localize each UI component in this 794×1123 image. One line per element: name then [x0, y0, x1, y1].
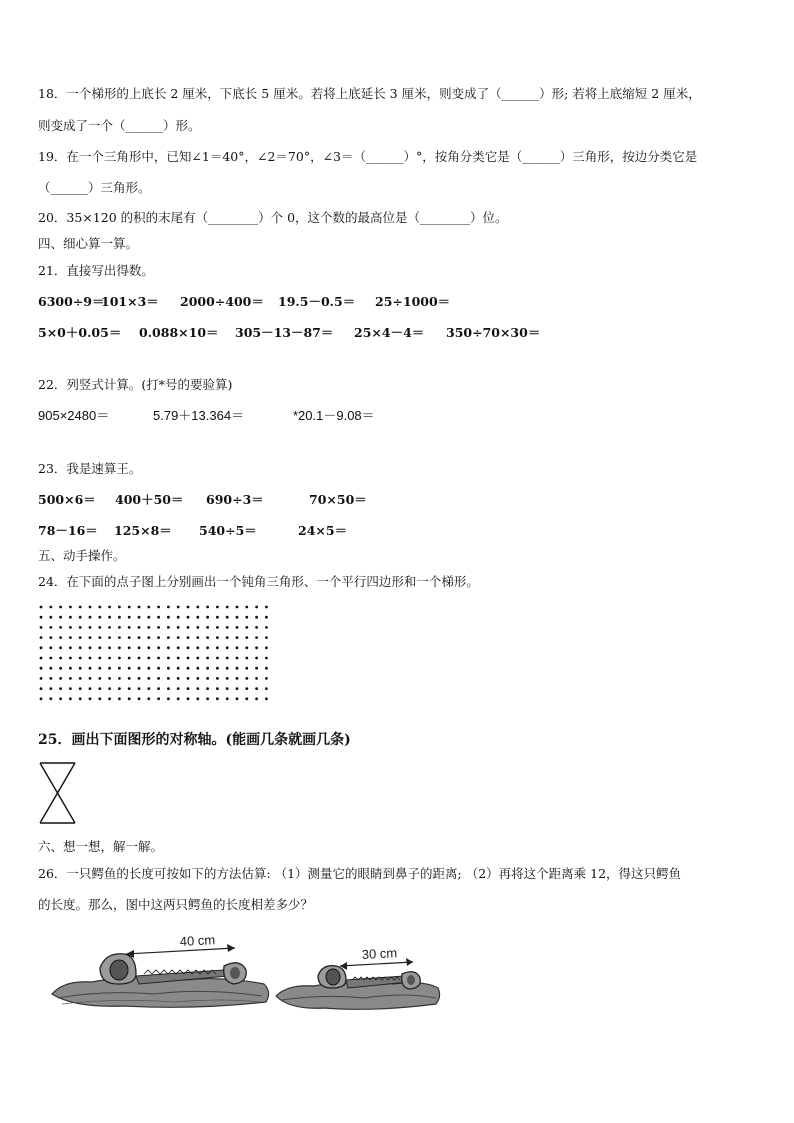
- grid-dot: [226, 616, 229, 619]
- grid-dot: [98, 677, 101, 680]
- grid-dot: [157, 667, 160, 670]
- grid-dot: [167, 657, 170, 660]
- grid-dot: [59, 657, 62, 660]
- q21-item: 25×4－4＝: [354, 325, 425, 340]
- grid-dot: [196, 626, 199, 629]
- q21-row1: [38, 292, 450, 310]
- grid-dot: [40, 667, 43, 670]
- grid-dot: [40, 646, 43, 649]
- grid-dot: [236, 606, 239, 609]
- grid-dot: [187, 677, 190, 680]
- grid-dot: [59, 677, 62, 680]
- grid-dot: [79, 606, 82, 609]
- grid-dot: [59, 687, 62, 690]
- grid-dot: [167, 636, 170, 639]
- grid-dot: [89, 657, 92, 660]
- section6-title: 六、想一想，解一解。: [38, 839, 164, 854]
- grid-dot: [118, 636, 121, 639]
- grid-dot: [118, 697, 121, 700]
- q20-text: 20．35×120 的积的末尾有（________）个 0，这个数的最高位是（________）位。: [38, 210, 508, 225]
- grid-dot: [157, 606, 160, 609]
- grid-dot: [108, 687, 111, 690]
- grid-dot: [108, 697, 111, 700]
- grid-dot: [196, 646, 199, 649]
- grid-dot: [226, 626, 229, 629]
- grid-dot: [79, 697, 82, 700]
- grid-dot: [108, 677, 111, 680]
- grid-dot: [226, 636, 229, 639]
- grid-dot: [265, 636, 268, 639]
- q21-item: 25÷1000＝: [375, 294, 451, 309]
- q23-item: 70×50＝: [309, 492, 367, 507]
- q18-line1: 18．一个梯形的上底长 2 厘米，下底长 5 厘米。若将上底延长 3 厘米，则变成了（______）形; 若将上底缩短 2 厘米，: [38, 86, 701, 101]
- grid-dot: [79, 646, 82, 649]
- grid-dot: [79, 657, 82, 660]
- grid-dot: [108, 657, 111, 660]
- grid-dot: [98, 697, 101, 700]
- grid-dot: [206, 657, 209, 660]
- q21-item: 305－13－87＝: [235, 325, 334, 340]
- grid-dot: [40, 657, 43, 660]
- grid-dot: [128, 657, 131, 660]
- grid-dot: [89, 697, 92, 700]
- grid-dot: [108, 646, 111, 649]
- q19-line1: 19．在一个三角形中，已知∠1＝40°，∠2＝70°，∠3＝（______）°，按角分类它是（______）三角形，按边分类它是: [38, 149, 698, 164]
- grid-dot: [226, 606, 229, 609]
- grid-dot: [245, 606, 248, 609]
- grid-dot: [187, 657, 190, 660]
- q21-row2: [38, 323, 540, 341]
- grid-dot: [226, 646, 229, 649]
- grid-dot: [206, 697, 209, 700]
- grid-dot: [40, 636, 43, 639]
- grid-dot: [69, 636, 72, 639]
- crocodile-small: [276, 958, 440, 1009]
- grid-dot: [157, 616, 160, 619]
- grid-dot: [40, 677, 43, 680]
- grid-dot: [118, 616, 121, 619]
- q26-line2: 的长度。那么，图中这两只鳄鱼的长度相差多少？: [38, 897, 314, 912]
- grid-dot: [157, 677, 160, 680]
- grid-dot: [49, 697, 52, 700]
- grid-dot: [59, 616, 62, 619]
- grid-dot: [206, 677, 209, 680]
- grid-dot: [69, 687, 72, 690]
- grid-dot: [138, 667, 141, 670]
- q22-row: [38, 405, 375, 424]
- q23-row1: [38, 490, 367, 508]
- grid-dot: [206, 646, 209, 649]
- grid-dot: [79, 636, 82, 639]
- grid-dot: [255, 606, 258, 609]
- grid-dot: [108, 636, 111, 639]
- grid-dot: [147, 646, 150, 649]
- q22-title: 22．列竖式计算。(打*号的要验算): [38, 377, 233, 392]
- grid-dot: [147, 626, 150, 629]
- grid-dot: [49, 657, 52, 660]
- grid-dot: [128, 606, 131, 609]
- grid-dot: [147, 667, 150, 670]
- grid-dot: [40, 626, 43, 629]
- grid-dot: [187, 697, 190, 700]
- grid-dot: [138, 657, 141, 660]
- grid-dot: [128, 677, 131, 680]
- grid-dot: [196, 687, 199, 690]
- grid-dot: [138, 616, 141, 619]
- grid-dot: [206, 606, 209, 609]
- grid-dot: [98, 646, 101, 649]
- grid-dot: [69, 677, 72, 680]
- grid-dot: [40, 616, 43, 619]
- grid-dot: [108, 606, 111, 609]
- grid-dot: [89, 636, 92, 639]
- grid-dot: [236, 626, 239, 629]
- grid-dot: [147, 616, 150, 619]
- grid-dot: [236, 636, 239, 639]
- hourglass-figure: [38, 761, 78, 825]
- q21-item: 6300÷9＝: [38, 294, 105, 309]
- grid-dot: [59, 636, 62, 639]
- grid-dot: [157, 657, 160, 660]
- grid-dot: [255, 657, 258, 660]
- grid-dot: [98, 626, 101, 629]
- grid-dot: [69, 697, 72, 700]
- grid-dot: [167, 687, 170, 690]
- grid-dot: [108, 616, 111, 619]
- grid-dot: [236, 697, 239, 700]
- grid-dot: [206, 616, 209, 619]
- grid-dot: [216, 646, 219, 649]
- section5-title: 五、动手操作。: [38, 548, 126, 563]
- grid-dot: [265, 626, 268, 629]
- grid-dot: [147, 606, 150, 609]
- grid-dot: [167, 677, 170, 680]
- q21-item: 19.5－0.5＝: [278, 294, 356, 309]
- grid-dot: [138, 636, 141, 639]
- dot-grid[interactable]: [38, 604, 274, 708]
- grid-dot: [167, 606, 170, 609]
- grid-dot: [89, 626, 92, 629]
- grid-dot: [265, 667, 268, 670]
- grid-dot: [245, 697, 248, 700]
- grid-dot: [98, 667, 101, 670]
- grid-dot: [226, 657, 229, 660]
- grid-dot: [118, 687, 121, 690]
- grid-dot: [147, 697, 150, 700]
- grid-dot: [265, 616, 268, 619]
- q21-item: 5×0＋0.05＝: [38, 325, 122, 340]
- q22-item: 905×2480＝: [38, 408, 110, 423]
- grid-dot: [128, 616, 131, 619]
- grid-dot: [49, 626, 52, 629]
- grid-dot: [69, 616, 72, 619]
- grid-dot: [118, 606, 121, 609]
- grid-dot: [245, 687, 248, 690]
- grid-dot: [79, 687, 82, 690]
- grid-dot: [128, 626, 131, 629]
- grid-dot: [89, 667, 92, 670]
- grid-dot: [177, 626, 180, 629]
- grid-dot: [177, 697, 180, 700]
- grid-dot: [167, 697, 170, 700]
- grid-dot: [187, 626, 190, 629]
- grid-dot: [216, 657, 219, 660]
- grid-dot: [177, 667, 180, 670]
- q21-item: 0.088×10＝: [139, 325, 219, 340]
- grid-dot: [265, 646, 268, 649]
- grid-dot: [157, 626, 160, 629]
- grid-dot: [98, 657, 101, 660]
- q23-row2: [38, 521, 347, 539]
- grid-dot: [255, 646, 258, 649]
- grid-dot: [226, 677, 229, 680]
- grid-dot: [49, 636, 52, 639]
- grid-dot: [147, 677, 150, 680]
- grid-dot: [255, 667, 258, 670]
- grid-dot: [177, 657, 180, 660]
- crocodile-large: [52, 944, 269, 1007]
- grid-dot: [206, 687, 209, 690]
- grid-dot: [255, 636, 258, 639]
- grid-dot: [226, 697, 229, 700]
- grid-dot: [49, 606, 52, 609]
- grid-dot: [196, 616, 199, 619]
- grid-dot: [118, 667, 121, 670]
- grid-dot: [177, 636, 180, 639]
- grid-dot: [89, 606, 92, 609]
- q25-text: 25．画出下面图形的对称轴。(能画几条就画几条): [38, 732, 351, 748]
- grid-dot: [177, 687, 180, 690]
- grid-dot: [187, 667, 190, 670]
- grid-dot: [79, 616, 82, 619]
- grid-dot: [79, 667, 82, 670]
- q21-item: 101×3＝: [101, 294, 159, 309]
- grid-dot: [206, 667, 209, 670]
- grid-dot: [245, 626, 248, 629]
- grid-dot: [265, 677, 268, 680]
- grid-dot: [255, 616, 258, 619]
- grid-dot: [69, 657, 72, 660]
- grid-dot: [265, 687, 268, 690]
- grid-dot: [138, 697, 141, 700]
- crocodile-small-label: 30 cm: [361, 945, 398, 962]
- grid-dot: [59, 646, 62, 649]
- grid-dot: [69, 606, 72, 609]
- grid-dot: [167, 667, 170, 670]
- grid-dot: [40, 697, 43, 700]
- grid-dot: [265, 606, 268, 609]
- grid-dot: [147, 636, 150, 639]
- grid-dot: [187, 687, 190, 690]
- grid-dot: [118, 657, 121, 660]
- grid-dot: [187, 616, 190, 619]
- grid-dot: [128, 687, 131, 690]
- grid-dot: [147, 687, 150, 690]
- grid-dot: [59, 667, 62, 670]
- grid-dot: [128, 697, 131, 700]
- q26-line1: 26．一只鳄鱼的长度可按如下的方法估算: （1）测量它的眼睛到鼻子的距离; （2）再将这个距离乘 12，得这只鳄鱼: [38, 866, 682, 881]
- grid-dot: [69, 626, 72, 629]
- grid-dot: [108, 667, 111, 670]
- grid-dot: [236, 657, 239, 660]
- q23-item: 24×5＝: [298, 523, 348, 538]
- q23-item: 690÷3＝: [206, 492, 264, 507]
- grid-dot: [196, 606, 199, 609]
- grid-dot: [157, 687, 160, 690]
- grid-dot: [255, 687, 258, 690]
- grid-dot: [196, 657, 199, 660]
- q23-item: 540÷5＝: [199, 523, 257, 538]
- q18-line2: 则变成了一个（______）形。: [38, 118, 201, 133]
- grid-dot: [206, 636, 209, 639]
- grid-dot: [245, 677, 248, 680]
- q22-item: 5.79＋13.364＝: [153, 408, 245, 423]
- grid-dot: [138, 626, 141, 629]
- grid-dot: [128, 636, 131, 639]
- grid-dot: [265, 697, 268, 700]
- grid-dot: [206, 626, 209, 629]
- grid-dot: [265, 657, 268, 660]
- grid-dot: [255, 677, 258, 680]
- grid-dot: [167, 646, 170, 649]
- grid-dot: [98, 616, 101, 619]
- section4-title: 四、细心算一算。: [38, 236, 139, 251]
- grid-dot: [89, 616, 92, 619]
- grid-dot: [128, 667, 131, 670]
- grid-dot: [118, 646, 121, 649]
- grid-dot: [226, 667, 229, 670]
- grid-dot: [236, 667, 239, 670]
- grid-dot: [177, 646, 180, 649]
- grid-dot: [255, 626, 258, 629]
- q21-item: 350÷70×30＝: [446, 325, 541, 340]
- grid-dot: [79, 677, 82, 680]
- grid-dot: [157, 646, 160, 649]
- grid-dot: [147, 657, 150, 660]
- grid-dot: [216, 616, 219, 619]
- grid-dot: [98, 636, 101, 639]
- q22-item: *20.1－9.08＝: [293, 408, 375, 423]
- grid-dot: [118, 626, 121, 629]
- grid-dot: [138, 606, 141, 609]
- grid-dot: [128, 646, 131, 649]
- grid-dot: [138, 687, 141, 690]
- grid-dot: [49, 616, 52, 619]
- grid-dot: [187, 646, 190, 649]
- q19-line2: （______）三角形。: [38, 180, 151, 195]
- grid-dot: [49, 677, 52, 680]
- grid-dot: [245, 636, 248, 639]
- grid-dot: [89, 677, 92, 680]
- grid-dot: [245, 616, 248, 619]
- grid-dot: [79, 626, 82, 629]
- grid-dot: [118, 677, 121, 680]
- grid-dot: [236, 616, 239, 619]
- grid-dot: [216, 606, 219, 609]
- grid-dot: [187, 606, 190, 609]
- grid-dot: [59, 606, 62, 609]
- q21-item: 2000÷400＝: [180, 294, 264, 309]
- crocodile-large-label: 40 cm: [179, 932, 216, 949]
- grid-dot: [177, 606, 180, 609]
- crocodile-illustration: [44, 928, 444, 1018]
- q21-title: 21．直接写出得数。: [38, 263, 154, 278]
- grid-dot: [216, 626, 219, 629]
- grid-dot: [167, 616, 170, 619]
- grid-dot: [196, 697, 199, 700]
- grid-dot: [177, 677, 180, 680]
- q23-title: 23．我是速算王。: [38, 461, 142, 476]
- grid-dot: [245, 657, 248, 660]
- grid-dot: [216, 697, 219, 700]
- grid-dot: [196, 636, 199, 639]
- q23-item: 400＋50＝: [115, 492, 184, 507]
- q23-item: 500×6＝: [38, 492, 96, 507]
- grid-dot: [89, 687, 92, 690]
- grid-dot: [177, 616, 180, 619]
- grid-dot: [98, 606, 101, 609]
- grid-dot: [49, 667, 52, 670]
- grid-dot: [69, 646, 72, 649]
- grid-dot: [157, 697, 160, 700]
- grid-dot: [98, 687, 101, 690]
- grid-dot: [245, 667, 248, 670]
- grid-dot: [108, 626, 111, 629]
- q23-item: 125×8＝: [114, 523, 172, 538]
- grid-dot: [196, 677, 199, 680]
- grid-dot: [236, 687, 239, 690]
- grid-dot: [236, 646, 239, 649]
- grid-dot: [216, 667, 219, 670]
- grid-dot: [196, 667, 199, 670]
- grid-dot: [245, 646, 248, 649]
- grid-dot: [216, 687, 219, 690]
- grid-dot: [89, 646, 92, 649]
- grid-dot: [255, 697, 258, 700]
- grid-dot: [59, 626, 62, 629]
- q24-text: 24．在下面的点子图上分别画出一个钝角三角形、一个平行四边形和一个梯形。: [38, 574, 479, 589]
- grid-dot: [69, 667, 72, 670]
- grid-dot: [236, 677, 239, 680]
- grid-dot: [59, 697, 62, 700]
- grid-dot: [40, 606, 43, 609]
- grid-dot: [138, 646, 141, 649]
- grid-dot: [138, 677, 141, 680]
- q23-item: 78－16＝: [38, 523, 98, 538]
- grid-dot: [216, 636, 219, 639]
- grid-dot: [49, 687, 52, 690]
- grid-dot: [49, 646, 52, 649]
- grid-dot: [157, 636, 160, 639]
- grid-dot: [40, 687, 43, 690]
- grid-dot: [226, 687, 229, 690]
- grid-dot: [187, 636, 190, 639]
- grid-dot: [216, 677, 219, 680]
- grid-dot: [167, 626, 170, 629]
